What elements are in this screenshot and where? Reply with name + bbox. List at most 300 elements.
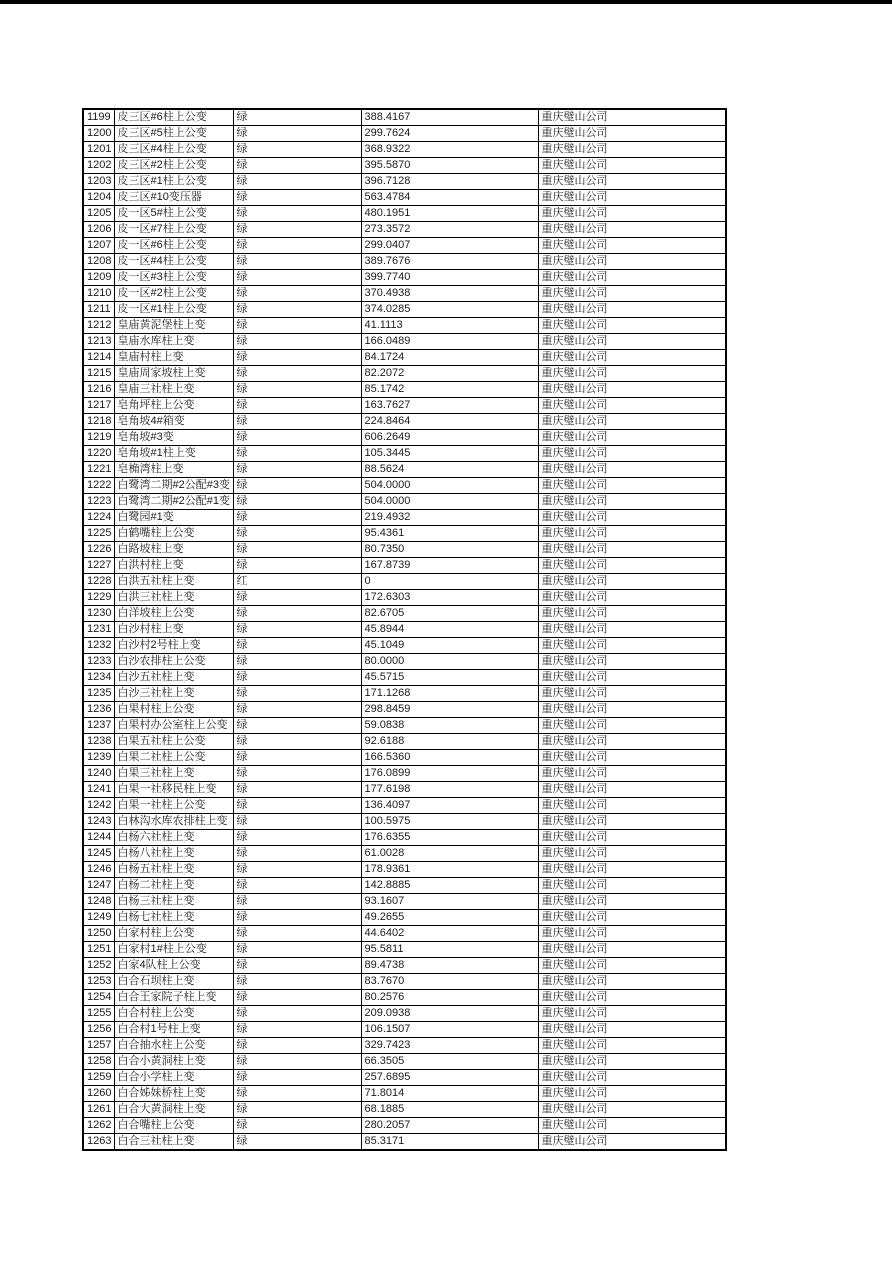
cell-value: 167.8739	[361, 558, 538, 574]
cell-status: 绿	[233, 366, 361, 382]
cell-status: 绿	[233, 750, 361, 766]
cell-status: 绿	[233, 270, 361, 286]
cell-company: 重庆璧山公司	[538, 254, 726, 270]
table-row	[83, 158, 726, 174]
table-row	[83, 558, 726, 574]
cell-name: 白洪村柱上变	[114, 558, 233, 574]
cell-row-id: 1254	[83, 990, 114, 1006]
cell-company: 重庆璧山公司	[538, 718, 726, 734]
cell-name: 白果五社柱上公变	[114, 734, 233, 750]
cell-company: 重庆璧山公司	[538, 222, 726, 238]
cell-name: 皮一区#4柱上公变	[114, 254, 233, 270]
cell-company: 重庆璧山公司	[538, 1006, 726, 1022]
cell-name: 皮三区#1柱上公变	[114, 174, 233, 190]
cell-name: 白合王家院子柱上变	[114, 990, 233, 1006]
cell-name: 白果村办公室柱上公变	[114, 718, 233, 734]
cell-value: 224.8464	[361, 414, 538, 430]
cell-row-id: 1232	[83, 638, 114, 654]
cell-name: 皮三区#10变压器	[114, 190, 233, 206]
cell-name: 白洪五社柱上变	[114, 574, 233, 590]
cell-status: 绿	[233, 526, 361, 542]
cell-row-id: 1228	[83, 574, 114, 590]
cell-company: 重庆璧山公司	[538, 1086, 726, 1102]
cell-company: 重庆璧山公司	[538, 814, 726, 830]
cell-name: 皇庙水库柱上变	[114, 334, 233, 350]
cell-name: 白沙三社柱上变	[114, 686, 233, 702]
table-row	[83, 878, 726, 894]
cell-status: 绿	[233, 126, 361, 142]
cell-name: 白家村柱上公变	[114, 926, 233, 942]
cell-company: 重庆璧山公司	[538, 334, 726, 350]
cell-status: 绿	[233, 974, 361, 990]
cell-row-id: 1225	[83, 526, 114, 542]
cell-company: 重庆璧山公司	[538, 158, 726, 174]
cell-value: 606.2649	[361, 430, 538, 446]
cell-company: 重庆璧山公司	[538, 510, 726, 526]
cell-value: 298.8459	[361, 702, 538, 718]
cell-name: 白果村柱上公变	[114, 702, 233, 718]
transformer-table	[82, 108, 727, 1151]
cell-row-id: 1250	[83, 926, 114, 942]
cell-value: 88.5624	[361, 462, 538, 478]
cell-company: 重庆璧山公司	[538, 1118, 726, 1134]
cell-row-id: 1243	[83, 814, 114, 830]
table-row	[83, 302, 726, 318]
cell-value: 68.1885	[361, 1102, 538, 1118]
table-row	[83, 1102, 726, 1118]
cell-company: 重庆璧山公司	[538, 350, 726, 366]
cell-row-id: 1248	[83, 894, 114, 910]
cell-company: 重庆璧山公司	[538, 1038, 726, 1054]
cell-status: 绿	[233, 398, 361, 414]
cell-name: 白沙村2号柱上变	[114, 638, 233, 654]
cell-value: 176.0899	[361, 766, 538, 782]
cell-status: 绿	[233, 414, 361, 430]
cell-row-id: 1209	[83, 270, 114, 286]
cell-company: 重庆璧山公司	[538, 382, 726, 398]
cell-name: 皮一区5#柱上公变	[114, 206, 233, 222]
cell-status: 绿	[233, 926, 361, 942]
cell-value: 176.6355	[361, 830, 538, 846]
table-row	[83, 686, 726, 702]
cell-status: 绿	[233, 1118, 361, 1134]
table-row	[83, 206, 726, 222]
table-row	[83, 894, 726, 910]
cell-value: 374.0285	[361, 302, 538, 318]
cell-row-id: 1220	[83, 446, 114, 462]
cell-status: 绿	[233, 510, 361, 526]
cell-name: 白杨七社柱上变	[114, 910, 233, 926]
cell-value: 368.9322	[361, 142, 538, 158]
cell-company: 重庆璧山公司	[538, 238, 726, 254]
cell-name: 皂角坡#1柱上变	[114, 446, 233, 462]
cell-status: 绿	[233, 1022, 361, 1038]
page-top-edge-bar	[0, 0, 892, 4]
cell-status: 绿	[233, 254, 361, 270]
cell-name: 白沙五社柱上变	[114, 670, 233, 686]
cell-status: 绿	[233, 622, 361, 638]
table-row	[83, 958, 726, 974]
cell-row-id: 1199	[83, 109, 114, 126]
cell-row-id: 1221	[83, 462, 114, 478]
cell-row-id: 1238	[83, 734, 114, 750]
cell-status: 绿	[233, 222, 361, 238]
cell-company: 重庆璧山公司	[538, 862, 726, 878]
cell-company: 重庆璧山公司	[538, 542, 726, 558]
cell-name: 皮一区#7柱上公变	[114, 222, 233, 238]
cell-value: 299.7624	[361, 126, 538, 142]
cell-value: 80.0000	[361, 654, 538, 670]
table-row	[83, 366, 726, 382]
cell-name: 白合小学柱上变	[114, 1070, 233, 1086]
cell-value: 45.8944	[361, 622, 538, 638]
cell-row-id: 1214	[83, 350, 114, 366]
cell-status: 绿	[233, 814, 361, 830]
cell-company: 重庆璧山公司	[538, 910, 726, 926]
cell-company: 重庆璧山公司	[538, 1102, 726, 1118]
cell-row-id: 1260	[83, 1086, 114, 1102]
cell-name: 皮三区#5柱上公变	[114, 126, 233, 142]
cell-value: 395.5870	[361, 158, 538, 174]
cell-status: 绿	[233, 286, 361, 302]
cell-company: 重庆璧山公司	[538, 574, 726, 590]
table-row	[83, 142, 726, 158]
cell-status: 绿	[233, 894, 361, 910]
cell-value: 82.6705	[361, 606, 538, 622]
cell-name: 白果二社柱上公变	[114, 750, 233, 766]
cell-row-id: 1210	[83, 286, 114, 302]
cell-status: 绿	[233, 990, 361, 1006]
cell-row-id: 1235	[83, 686, 114, 702]
cell-status: 绿	[233, 494, 361, 510]
cell-company: 重庆璧山公司	[538, 926, 726, 942]
table-row	[83, 542, 726, 558]
cell-company: 重庆璧山公司	[538, 446, 726, 462]
cell-name: 皂角坡4#箱变	[114, 414, 233, 430]
table-row	[83, 622, 726, 638]
cell-name: 白合大黄洞柱上变	[114, 1102, 233, 1118]
cell-name: 皮一区#3柱上公变	[114, 270, 233, 286]
cell-status: 绿	[233, 718, 361, 734]
cell-status: 绿	[233, 846, 361, 862]
cell-value: 80.2576	[361, 990, 538, 1006]
cell-status: 绿	[233, 1006, 361, 1022]
cell-name: 白果一社柱上公变	[114, 798, 233, 814]
cell-value: 504.0000	[361, 494, 538, 510]
cell-status: 绿	[233, 302, 361, 318]
cell-company: 重庆璧山公司	[538, 670, 726, 686]
table-row	[83, 174, 726, 190]
cell-value: 82.2072	[361, 366, 538, 382]
cell-value: 163.7627	[361, 398, 538, 414]
table-row	[83, 750, 726, 766]
cell-company: 重庆璧山公司	[538, 638, 726, 654]
cell-status: 绿	[233, 654, 361, 670]
cell-row-id: 1201	[83, 142, 114, 158]
cell-name: 白果一社移民柱上变	[114, 782, 233, 798]
cell-value: 329.7423	[361, 1038, 538, 1054]
cell-company: 重庆璧山公司	[538, 1054, 726, 1070]
cell-status: 绿	[233, 174, 361, 190]
cell-status: 绿	[233, 590, 361, 606]
cell-value: 95.4361	[361, 526, 538, 542]
cell-name: 白合姊妹桥柱上变	[114, 1086, 233, 1102]
table-row	[83, 974, 726, 990]
cell-name: 皂角坪柱上公变	[114, 398, 233, 414]
cell-value: 89.4738	[361, 958, 538, 974]
table-row	[83, 254, 726, 270]
cell-row-id: 1234	[83, 670, 114, 686]
cell-row-id: 1215	[83, 366, 114, 382]
cell-row-id: 1202	[83, 158, 114, 174]
cell-row-id: 1240	[83, 766, 114, 782]
cell-value: 280.2057	[361, 1118, 538, 1134]
cell-company: 重庆璧山公司	[538, 942, 726, 958]
cell-company: 重庆璧山公司	[538, 894, 726, 910]
cell-company: 重庆璧山公司	[538, 318, 726, 334]
cell-value: 71.8014	[361, 1086, 538, 1102]
cell-name: 白鹭湾二期#2公配#1变	[114, 494, 233, 510]
table-row	[83, 318, 726, 334]
cell-row-id: 1258	[83, 1054, 114, 1070]
table-row	[83, 574, 726, 590]
cell-value: 80.7350	[361, 542, 538, 558]
cell-row-id: 1217	[83, 398, 114, 414]
cell-row-id: 1204	[83, 190, 114, 206]
cell-name: 皂角坡#3变	[114, 430, 233, 446]
cell-row-id: 1226	[83, 542, 114, 558]
table-row	[83, 286, 726, 302]
cell-company: 重庆璧山公司	[538, 478, 726, 494]
cell-status: 绿	[233, 910, 361, 926]
cell-value: 84.1724	[361, 350, 538, 366]
cell-status: 绿	[233, 462, 361, 478]
cell-value: 219.4932	[361, 510, 538, 526]
table-row	[83, 942, 726, 958]
table-row	[83, 926, 726, 942]
cell-value: 388.4167	[361, 109, 538, 126]
cell-status: 绿	[233, 766, 361, 782]
cell-status: 绿	[233, 638, 361, 654]
cell-value: 389.7676	[361, 254, 538, 270]
cell-value: 399.7740	[361, 270, 538, 286]
cell-status: 绿	[233, 542, 361, 558]
cell-value: 142.8885	[361, 878, 538, 894]
cell-name: 皇庙三社柱上变	[114, 382, 233, 398]
cell-value: 396.7128	[361, 174, 538, 190]
table-row	[83, 494, 726, 510]
cell-row-id: 1257	[83, 1038, 114, 1054]
table-row	[83, 814, 726, 830]
cell-value: 100.5975	[361, 814, 538, 830]
cell-company: 重庆璧山公司	[538, 366, 726, 382]
cell-value: 209.0938	[361, 1006, 538, 1022]
cell-name: 白路坡柱上变	[114, 542, 233, 558]
cell-row-id: 1256	[83, 1022, 114, 1038]
cell-company: 重庆璧山公司	[538, 958, 726, 974]
cell-company: 重庆璧山公司	[538, 798, 726, 814]
table-row	[83, 1070, 726, 1086]
cell-row-id: 1245	[83, 846, 114, 862]
table-row	[83, 478, 726, 494]
cell-company: 重庆璧山公司	[538, 558, 726, 574]
cell-value: 92.6188	[361, 734, 538, 750]
cell-row-id: 1246	[83, 862, 114, 878]
table-row	[83, 990, 726, 1006]
cell-name: 皮三区#4柱上公变	[114, 142, 233, 158]
table-row	[83, 734, 726, 750]
cell-value: 49.2655	[361, 910, 538, 926]
cell-company: 重庆璧山公司	[538, 109, 726, 126]
cell-row-id: 1247	[83, 878, 114, 894]
cell-value: 171.1268	[361, 686, 538, 702]
table-row	[83, 590, 726, 606]
cell-row-id: 1255	[83, 1006, 114, 1022]
cell-company: 重庆璧山公司	[538, 270, 726, 286]
cell-row-id: 1206	[83, 222, 114, 238]
cell-value: 66.3505	[361, 1054, 538, 1070]
cell-row-id: 1263	[83, 1134, 114, 1151]
cell-status: 绿	[233, 478, 361, 494]
cell-value: 83.7670	[361, 974, 538, 990]
cell-value: 480.1951	[361, 206, 538, 222]
table-row	[83, 1006, 726, 1022]
cell-row-id: 1219	[83, 430, 114, 446]
cell-company: 重庆璧山公司	[538, 430, 726, 446]
cell-company: 重庆璧山公司	[538, 590, 726, 606]
cell-company: 重庆璧山公司	[538, 846, 726, 862]
cell-row-id: 1208	[83, 254, 114, 270]
cell-value: 166.0489	[361, 334, 538, 350]
cell-row-id: 1207	[83, 238, 114, 254]
cell-name: 白杨五社柱上变	[114, 862, 233, 878]
cell-row-id: 1222	[83, 478, 114, 494]
cell-value: 172.6303	[361, 590, 538, 606]
table-row	[83, 270, 726, 286]
table-row	[83, 638, 726, 654]
cell-value: 504.0000	[361, 478, 538, 494]
cell-name: 白合小黄洞柱上变	[114, 1054, 233, 1070]
cell-status: 绿	[233, 958, 361, 974]
cell-name: 白家4队柱上公变	[114, 958, 233, 974]
cell-company: 重庆璧山公司	[538, 302, 726, 318]
cell-company: 重庆璧山公司	[538, 526, 726, 542]
cell-value: 0	[361, 574, 538, 590]
cell-company: 重庆璧山公司	[538, 734, 726, 750]
cell-company: 重庆璧山公司	[538, 878, 726, 894]
cell-name: 白鹭湾二期#2公配#3变	[114, 478, 233, 494]
cell-name: 皂桷湾柱上变	[114, 462, 233, 478]
cell-row-id: 1212	[83, 318, 114, 334]
cell-name: 皇庙周家坡柱上变	[114, 366, 233, 382]
table-row	[83, 862, 726, 878]
cell-company: 重庆璧山公司	[538, 702, 726, 718]
cell-row-id: 1253	[83, 974, 114, 990]
table-row	[83, 414, 726, 430]
cell-company: 重庆璧山公司	[538, 414, 726, 430]
cell-status: 绿	[233, 606, 361, 622]
cell-status: 绿	[233, 430, 361, 446]
cell-company: 重庆璧山公司	[538, 1022, 726, 1038]
table-row	[83, 109, 726, 126]
cell-name: 皇庙村柱上变	[114, 350, 233, 366]
cell-row-id: 1223	[83, 494, 114, 510]
table-row	[83, 526, 726, 542]
cell-row-id: 1233	[83, 654, 114, 670]
cell-value: 136.4097	[361, 798, 538, 814]
cell-name: 皮一区#2柱上公变	[114, 286, 233, 302]
cell-value: 45.1049	[361, 638, 538, 654]
cell-value: 178.9361	[361, 862, 538, 878]
cell-value: 257.6895	[361, 1070, 538, 1086]
cell-name: 白杨三社柱上变	[114, 894, 233, 910]
cell-status: 绿	[233, 1086, 361, 1102]
cell-row-id: 1252	[83, 958, 114, 974]
table-row	[83, 830, 726, 846]
cell-company: 重庆璧山公司	[538, 494, 726, 510]
cell-company: 重庆璧山公司	[538, 974, 726, 990]
cell-value: 105.3445	[361, 446, 538, 462]
cell-row-id: 1244	[83, 830, 114, 846]
cell-status: 绿	[233, 190, 361, 206]
cell-value: 106.1507	[361, 1022, 538, 1038]
cell-status: 绿	[233, 350, 361, 366]
table-row	[83, 126, 726, 142]
cell-status: 绿	[233, 1054, 361, 1070]
cell-name: 白洋坡柱上公变	[114, 606, 233, 622]
cell-row-id: 1229	[83, 590, 114, 606]
table-row	[83, 430, 726, 446]
cell-status: 绿	[233, 382, 361, 398]
table-row	[83, 398, 726, 414]
cell-value: 177.6198	[361, 782, 538, 798]
cell-name: 白合村1号柱上变	[114, 1022, 233, 1038]
cell-value: 41.1113	[361, 318, 538, 334]
cell-name: 白家村1#柱上公变	[114, 942, 233, 958]
cell-name: 白合村柱上公变	[114, 1006, 233, 1022]
cell-value: 299.0407	[361, 238, 538, 254]
cell-name: 白沙村柱上变	[114, 622, 233, 638]
table-body	[83, 109, 726, 1150]
cell-company: 重庆璧山公司	[538, 462, 726, 478]
cell-status: 绿	[233, 109, 361, 126]
cell-value: 59.0838	[361, 718, 538, 734]
cell-status: 绿	[233, 734, 361, 750]
cell-row-id: 1242	[83, 798, 114, 814]
cell-row-id: 1241	[83, 782, 114, 798]
cell-status: 绿	[233, 830, 361, 846]
cell-company: 重庆璧山公司	[538, 126, 726, 142]
cell-row-id: 1213	[83, 334, 114, 350]
cell-name: 白合三社柱上变	[114, 1134, 233, 1151]
cell-row-id: 1239	[83, 750, 114, 766]
cell-row-id: 1200	[83, 126, 114, 142]
table-row	[83, 382, 726, 398]
table-row	[83, 846, 726, 862]
cell-value: 44.6402	[361, 926, 538, 942]
table-row	[83, 1134, 726, 1151]
table-row	[83, 782, 726, 798]
table-row	[83, 238, 726, 254]
table-row	[83, 222, 726, 238]
cell-value: 45.5715	[361, 670, 538, 686]
table-row	[83, 798, 726, 814]
cell-company: 重庆璧山公司	[538, 766, 726, 782]
cell-row-id: 1262	[83, 1118, 114, 1134]
cell-company: 重庆璧山公司	[538, 206, 726, 222]
cell-name: 皮三区#2柱上公变	[114, 158, 233, 174]
cell-value: 85.3171	[361, 1134, 538, 1151]
